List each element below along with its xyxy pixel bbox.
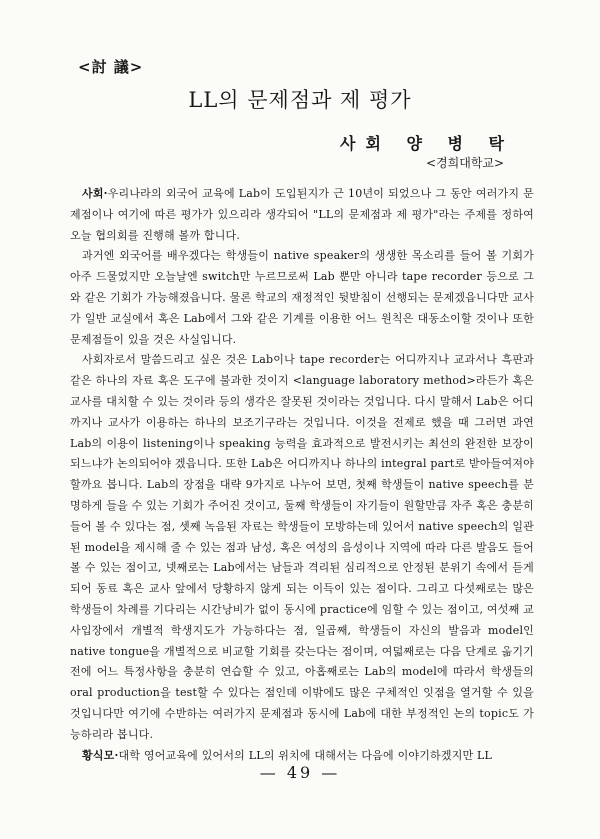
page-number: — 49 — <box>259 763 341 782</box>
paragraph-text: 대학 영어교육에 있어서의 LL의 위치에 대해서는 다음에 이야기하겠지만 LL <box>118 748 493 762</box>
paragraph <box>70 184 534 246</box>
paragraph <box>70 246 534 350</box>
paragraph-text: 사회자로서 말씀드리고 싶은 것은 Lab이나 tape recorder는 어디까지나 교과서나 흑판과 같은 하나의 자료 혹은 도구에 불과한 것이지 <language laboratory method>라든가 혹은 교사를 대치할 수 있는 것이라 등의 생각은 잘못된 것이라는 것입니다. 다시 말해서 Lab은 어디까지나 교사가 이용하는 하나의 보조기구라는 것입니다. 이것을 전제로 했을 때 그러면 과연 Lab의 이용이 listening이나 speaking 능력을 효과적으로 발전시키는 최선의 완전한 보장이 되느냐가 논의되어야 겠읍니다. 또한 Lab은 어디까지나 하나의 integral part로 받아들여져야 할까요 봅니다. Lab의 장점을 대략 9가지로 나누어 보면, 첫째 학생들이 native speech를 분명하게 들을 수 있는 기회가 주어진 것이고, 둘째 학생들이 자기들이 원할만큼 자주 혹은 충분히 들어 볼 수 있다는 점, 셋째 녹음된 자료는 학생들이 모방하는데 있어서 native speech의 일관된 model을 제시해 줄 수 있는 점과 남성, 혹은 여성의 음성이나 지역에 따라 다른 발음도 들어 볼 수 있는 점이고, 넷째로는 Lab에서는 남들과 격리된 심리적으로 안정된 분위기 속에서 듣게 되어 동료 혹은 교사 앞에서 당황하지 않게 되는 이득이 있는 점이다. 그리고 다섯째로는 많은 학생들이 차례를 기다리는 시간낭비가 없이 동시에 practice에 임할 수 있는 점이고, 여섯째 교사입장에서 개별적 학생지도가 가능하다는 점, 일곱째, 학생들이 자신의 발음과 model인 native tongue을 개별적으로 비교할 기회를 갖는다는 점이며, 여덟째로는 다음 단계로 옮기기 전에 어느 특정사항을 충분히 연습할 수 있고, 아홉째로는 Lab의 model에 따라서 학생들의 oral production을 test할 수 있다는 점인데 이밖에도 많은 구체적인 잇점을 열거할 수 있을 것입니다만 여기에 수반하는 여러가지 문제점과 동시에 Lab에 대한 부정적인 논의 topic도 가능하리라 봅니다. <box>70 353 534 741</box>
speaker-label: 황식모· <box>82 748 119 762</box>
author-affiliation: <경희대학교> <box>426 156 505 170</box>
paragraph <box>70 350 534 745</box>
article-title: LL의 문제점과 제 평가 <box>188 88 412 112</box>
paragraph-text: 우리나라의 외국어 교육에 Lab이 도입된지가 근 10년이 되었으나 그 동안 여러가지 문제점이나 여기에 따른 평가가 있으리라 생각되어 "LL의 문제점과 제 평가"라는 주제를 정하여 오늘 협의회를 진행해 볼까 합니다. <box>70 187 534 242</box>
article-body <box>70 184 534 766</box>
author-line: 사회 양 병 탁 <box>340 134 514 153</box>
section-label: <討 議> <box>78 58 144 76</box>
speaker-label: 사회· <box>82 187 108 200</box>
paragraph-text: 과거엔 외국어를 배우겠다는 학생들이 native speaker의 생생한 목소리를 들어 볼 기회가 아주 드물었지만 오늘날엔 switch만 누르므로써 Lab 뿐만 아니라 tape recorder 등으로 그와 같은 기회가 가능해졌읍니다. 물론 학교의 재정적인 뒷받침이 선행되는 문제겠읍니다만 교사가 일반 교실에서 혹은 Lab에서 그와 같은 기계를 이용한 어느 원칙은 대동소이할 것이나 또한 문제점들이 있을 것은 사실입니다. <box>70 249 534 346</box>
